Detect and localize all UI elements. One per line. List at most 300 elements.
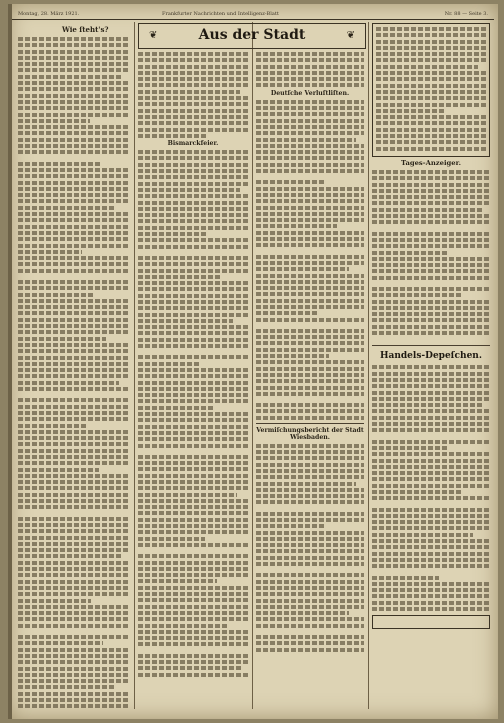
text-line [376,52,486,56]
text-line [138,431,248,435]
text-line [372,526,490,530]
text-line [372,564,490,568]
text-line [138,115,248,119]
text-line [256,280,364,284]
text-line [256,482,356,486]
text-line [372,244,490,248]
text-line [372,391,490,395]
text-line [256,329,364,333]
text-line [18,144,130,148]
text-line [256,305,364,309]
column-4 [372,23,490,709]
text-line [18,218,130,222]
column-1 [18,23,130,709]
text-line [376,96,486,100]
text-line [18,405,130,409]
text-line [18,561,130,565]
text-line [138,499,248,503]
header-paper-name: Frankfurter Nachrichten und Intelligenz-Blatt [162,11,279,17]
text-line [376,109,446,113]
text-line [18,624,130,628]
text-line [138,493,237,497]
text-line [18,256,130,260]
text-line [18,330,130,334]
text-line [18,660,130,664]
text-line [138,325,248,329]
text-line [18,548,130,552]
text-line [138,467,248,471]
column-rule [252,22,253,709]
text-line [18,293,94,297]
text-line [256,311,318,315]
text-line [138,573,248,577]
text-line [138,592,248,596]
article-body [372,365,490,611]
text-line [138,418,248,422]
text-line [256,267,349,271]
column-rule [134,22,135,709]
text-line [372,601,490,605]
text-line [256,206,364,210]
text-line [18,100,130,104]
text-line [138,666,241,670]
text-line [372,195,490,199]
text-line [256,386,364,390]
text-line [372,276,490,280]
text-line [256,494,364,498]
text-line [18,449,130,453]
text-line [376,147,486,151]
text-line [138,617,248,621]
text-line [376,121,486,125]
text-line [372,459,490,463]
text-line [18,673,130,677]
text-line [256,231,364,235]
text-line [138,524,248,528]
text-line [138,505,248,509]
article-body [256,444,364,652]
article-title: Handels-Depeſchen. [380,351,482,362]
article-title: Tages-Anzeiger. [401,158,461,167]
page-edge [8,4,12,719]
text-line [18,635,130,639]
text-line [18,324,130,328]
text-line [138,226,248,230]
text-line [372,552,490,556]
column-rule [368,22,369,709]
text-line [138,455,248,459]
text-line [18,318,130,322]
text-line [18,654,130,658]
text-line [372,576,439,580]
text-line [372,263,490,267]
text-line [372,477,490,481]
column-3 [256,52,364,709]
text-line [256,379,364,383]
text-line [372,409,490,413]
newspaper-page [8,4,498,719]
text-line [372,452,490,456]
text-line [372,490,461,494]
text-line [372,533,473,537]
text-line [138,121,248,125]
text-line [18,486,130,490]
text-line [18,505,130,509]
text-line [256,586,364,590]
text-line [18,567,130,571]
text-line [18,480,130,484]
text-line [256,531,364,535]
text-line [18,43,130,47]
text-line [256,138,356,142]
text-line [376,103,486,107]
text-line [376,134,486,138]
text-line [18,417,130,421]
article-body [256,52,364,87]
text-line [18,212,130,216]
text-line [138,96,248,100]
section-banner [138,23,366,49]
article-title: Wie ſteht's? [62,25,109,34]
text-line [376,46,486,50]
text-line [376,84,486,88]
text-line [18,56,130,60]
text-line [256,199,364,203]
text-line [18,424,86,428]
text-line [18,113,130,117]
text-line [18,430,130,434]
article-title: Deutſche Verluſtliſten. [270,89,350,97]
text-line [138,338,248,342]
text-line [18,356,130,360]
text-line [138,262,248,266]
text-line [372,384,490,388]
text-line [138,554,248,558]
text-line [138,611,248,615]
text-line [18,580,130,584]
text-line [18,617,130,621]
text-line [138,480,248,484]
text-line [138,275,221,279]
text-line [372,201,490,205]
text-line [138,90,240,94]
text-line [18,343,130,347]
text-line [372,257,490,261]
text-line [18,398,130,402]
text-line [138,213,248,217]
text-line [18,62,130,66]
text-line [372,397,490,401]
text-line [138,399,248,403]
text-line [256,488,364,492]
text-line [138,219,248,223]
text-line [372,372,490,376]
text-line [18,698,130,702]
article-body [372,170,490,342]
text-line [256,605,364,609]
text-line [138,586,248,590]
text-line [376,40,486,44]
text-line [372,238,490,242]
text-line [138,393,248,397]
text-line [372,208,482,212]
text-line [138,368,248,372]
text-line [138,201,248,205]
text-line [256,299,364,303]
text-line [18,667,130,671]
text-line [18,311,130,315]
text-line [18,523,130,527]
text-line [18,474,130,478]
text-line [372,176,490,180]
text-line [256,77,364,81]
footer-box [372,615,490,629]
text-line [18,280,130,284]
text-line [18,231,130,235]
text-line [18,499,130,503]
text-line [256,125,364,129]
text-line [256,341,364,345]
text-line [256,403,364,407]
text-line [18,225,130,229]
text-line [372,312,490,316]
text-line [256,512,364,516]
text-line [256,635,364,639]
text-line [256,335,364,339]
text-line [138,543,248,547]
text-line [138,319,233,323]
text-line [18,50,130,54]
text-line [376,90,486,94]
text-line [138,461,248,465]
text-line [18,181,130,185]
text-line [256,131,364,135]
text-line [138,387,248,391]
text-line [372,428,490,432]
text-line [18,125,130,129]
text-line [18,368,130,372]
text-line [18,461,130,465]
header-rule [12,19,494,20]
text-line [256,243,364,247]
text-line [18,269,130,273]
text-line [18,374,130,378]
text-line [256,456,364,460]
text-line [372,446,448,450]
text-line [372,269,490,273]
text-line [372,416,490,420]
text-line [18,244,130,248]
text-line [372,484,490,488]
text-line [18,599,91,603]
text-line [256,611,349,615]
text-line [18,536,130,540]
text-line [256,475,364,479]
text-line [372,365,490,369]
text-line [138,355,248,359]
text-line [256,224,337,228]
text-line [18,679,130,683]
text-line [138,163,248,167]
text-line [256,212,364,216]
text-line [138,425,248,429]
text-line [256,193,364,197]
text-line [372,508,490,512]
text-line [18,648,130,652]
text-line [256,286,364,290]
text-line [138,313,248,317]
text-line [18,529,130,533]
text-line [256,274,364,278]
text-line [138,374,248,378]
text-line [18,381,119,385]
text-line [256,518,364,522]
text-line [372,520,490,524]
divider [372,345,490,346]
text-line [256,580,364,584]
text-line [138,406,213,410]
text-line [138,537,205,541]
text-line [18,586,130,590]
boxed-notice [372,23,490,157]
text-line [138,636,248,640]
text-line [372,440,490,444]
text-line [372,422,490,426]
text-line [18,237,130,241]
text-line [372,170,490,174]
text-line [18,411,130,415]
text-line [138,52,248,56]
text-line [376,77,486,81]
text-line [376,33,486,37]
text-line [372,306,490,310]
text-line [138,598,248,602]
text-line [138,437,248,441]
text-line [18,174,130,178]
text-line [376,27,486,31]
text-line [256,360,364,364]
text-line [138,287,248,291]
text-line [256,416,364,420]
column-2 [138,52,248,709]
text-line [256,592,364,596]
text-line [18,286,130,290]
text-line [256,599,364,603]
text-line [138,71,248,75]
text-line [372,331,490,335]
text-line [256,71,364,75]
section-title: Aus der Stadt [198,27,306,43]
text-line [138,412,248,416]
text-line [138,474,248,478]
text-line [372,496,490,500]
text-line [256,549,364,553]
text-line [372,378,490,382]
text-line [18,685,115,689]
text-line [138,294,248,298]
text-line [138,518,248,522]
text-line [138,654,248,658]
text-line [138,134,208,138]
text-line [138,232,208,236]
text-line [138,660,248,664]
text-line [256,624,364,628]
text-line [256,444,364,448]
text-line [372,287,490,291]
text-line [256,354,329,358]
text-line [18,193,130,197]
text-line [18,517,130,521]
text-line [256,392,364,396]
text-line [138,175,248,179]
text-line [256,641,364,645]
text-line [18,611,130,615]
divider [256,423,364,424]
text-line [18,387,130,391]
text-line [18,106,130,110]
text-line [18,119,90,123]
text-line [372,183,490,187]
ornament-icon: ❦ [149,30,158,41]
text-line [376,128,486,132]
text-line [18,468,99,472]
text-line [256,169,364,173]
article-body [138,52,248,138]
text-line [256,500,364,504]
text-line [256,617,364,621]
text-line [256,119,364,123]
text-line [256,292,364,296]
text-line [372,539,490,543]
text-line [138,182,248,186]
text-line [138,579,217,583]
text-line [256,373,364,377]
text-line [138,642,248,646]
text-line [372,232,490,236]
text-line [18,37,130,41]
text-line [372,300,490,304]
text-line [256,187,364,191]
text-line [372,582,490,586]
text-line [256,318,364,322]
text-line [18,262,130,266]
text-line [372,514,490,518]
text-line [256,255,364,259]
text-line [18,442,130,446]
text-line [256,648,364,652]
text-line [256,65,364,69]
text-line [138,530,248,534]
header-page-number: Nr. 88 — Seite 3. [444,11,488,17]
text-line [138,362,201,366]
text-line [18,362,130,366]
text-line [138,673,248,677]
text-line [138,511,248,515]
text-line [256,261,364,265]
article-title: Bismarckfeier. [167,140,219,148]
text-line [138,630,248,634]
text-line [138,207,248,211]
text-line [18,299,130,303]
text-line [18,704,130,708]
text-line [256,367,364,371]
text-line [256,52,364,56]
text-line [376,58,486,62]
text-line [18,692,130,696]
text-line [138,83,248,87]
text-line [256,100,364,104]
text-line [18,199,130,203]
